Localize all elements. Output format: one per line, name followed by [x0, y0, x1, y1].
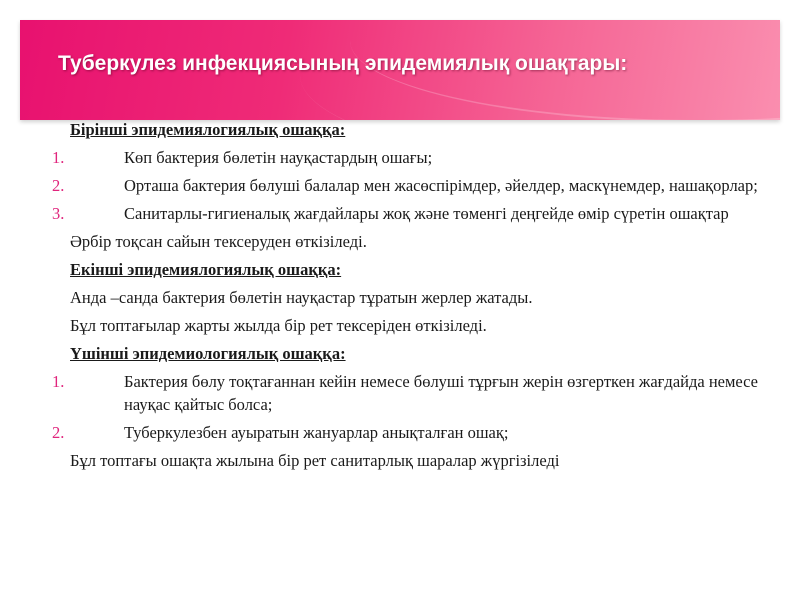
section-1-heading: Бірінші эпидемиялогиялық ошаққа:: [70, 120, 346, 139]
list-number: 3.: [52, 204, 65, 223]
slide-body: [50, 118, 760, 477]
list-item-text: Санитарлы-гигиеналық жағдайлары жоқ және төменгі деңгейде өмір сүретін ошақтар: [124, 204, 729, 223]
section-1-note: Әрбір тоқсан сайын тексеруден өткізіледі.: [70, 232, 367, 251]
list-number: 1.: [52, 372, 65, 391]
section-2-heading: Екінші эпидемиялогиялық ошаққа:: [70, 260, 342, 279]
section-1-list-item: [50, 146, 760, 169]
list-item-text: Туберкулезбен ауыратын жануарлар анықталған ошақ;: [124, 423, 509, 442]
list-item-text: Көп бактерия бөлетін науқастардың ошағы;: [124, 148, 433, 167]
section-3-heading: Үшінші эпидемиологиялық ошаққа:: [70, 344, 346, 363]
section-2-note: Бұл топтағылар жарты жылда бір рет тексеріден өткізіледі.: [70, 316, 487, 335]
list-number: 2.: [52, 423, 65, 442]
slide-title: Туберкулез инфекциясының эпидемиялық ошақтары:: [58, 52, 628, 75]
section-2-note: Анда –санда бактерия бөлетін науқастар тұратын жерлер жатады.: [70, 288, 533, 307]
section-1-list-item: [50, 174, 760, 197]
list-item-text: Бактерия бөлу тоқтағаннан кейін немесе бөлуші тұрғын жерін өзгерткен жағдайда немесе науқас қайтыс болса;: [124, 372, 758, 414]
list-number: 1.: [52, 148, 65, 167]
section-3-note: Бұл топтағы ошақта жылына бір рет санитарлық шаралар жүргізіледі: [70, 451, 560, 470]
list-number: 2.: [52, 176, 65, 195]
section-3-list-item: [50, 421, 760, 444]
section-1-list-item: [50, 202, 760, 225]
list-item-text: Орташа бактерия бөлуші балалар мен жасөспірімдер, әйелдер, маскүнемдер, нашақорлар;: [124, 176, 758, 195]
section-3-list-item: [50, 370, 760, 416]
